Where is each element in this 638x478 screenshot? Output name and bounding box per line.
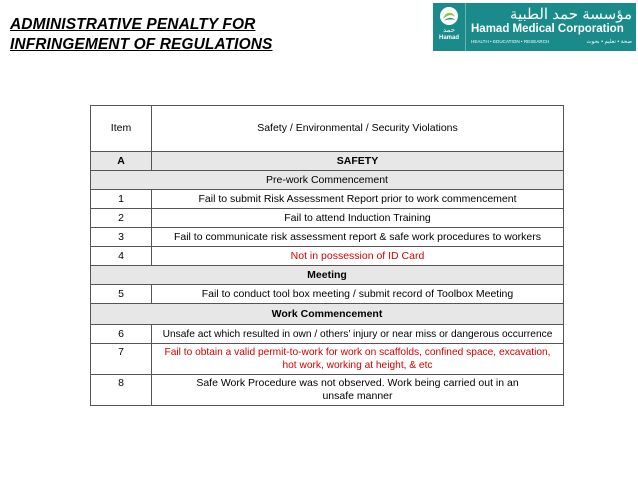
row-number: 6: [91, 325, 152, 344]
row-text: Not in possession of ID Card: [152, 247, 564, 266]
meeting-row: [91, 266, 564, 285]
work-commencement-label: Work Commencement: [91, 304, 564, 325]
row-number: 4: [91, 247, 152, 266]
table-row: [91, 325, 564, 344]
logo-emblem: [433, 3, 466, 51]
row-text: Fail to attend Induction Training: [152, 209, 564, 228]
table-row: [91, 247, 564, 266]
row-text: Fail to communicate risk assessment report & safe work procedures to workers: [152, 228, 564, 247]
table-header-row: [91, 106, 564, 152]
row-number: 1: [91, 190, 152, 209]
row-text: [152, 344, 564, 375]
row-number: 7: [91, 344, 152, 375]
penalty-table: [90, 105, 564, 406]
emblem-english: Hamad: [438, 35, 459, 41]
table-row: [91, 228, 564, 247]
page-title-line-2: INFRINGEMENT OF REGULATIONS: [10, 36, 273, 53]
header-item: Item: [91, 106, 152, 152]
logo-english-name: Hamad Medical Corporation: [471, 23, 624, 35]
header-violations: Safety / Environmental / Security Violations: [152, 106, 564, 152]
hamad-logo: [433, 3, 636, 51]
table-row: [91, 209, 564, 228]
row-number: 3: [91, 228, 152, 247]
section-a-code: A: [91, 152, 152, 171]
table-row: [91, 375, 564, 406]
logo-tagline-en: HEALTH • EDUCATION • RESEARCH: [471, 39, 550, 44]
work-commencement-row: [91, 304, 564, 325]
table-row: [91, 285, 564, 304]
table-row: [91, 190, 564, 209]
row-text-line: hot work, working at height, & etc: [282, 360, 433, 371]
row-number: 2: [91, 209, 152, 228]
row-text-line: Fail to obtain a valid permit-to-work for work on scaffolds, confined space, excavation,: [164, 347, 551, 358]
row-text: Fail to submit Risk Assessment Report prior to work commencement: [152, 190, 564, 209]
page-title-line-1: ADMINISTRATIVE PENALTY FOR: [10, 16, 256, 33]
row-text-line: unsafe manner: [322, 390, 393, 402]
pre-work-row: [91, 171, 564, 190]
logo-text: [466, 3, 636, 51]
logo-tagline: [471, 38, 632, 46]
row-text: Unsafe act which resulted in own / others’ injury or near miss or dangerous occurrence: [152, 325, 564, 344]
table-row: [91, 344, 564, 375]
logo-tagline-ar: صحة • تعليم • بحوث: [586, 39, 632, 45]
emblem-arabic: حمد: [442, 27, 456, 34]
row-number: 5: [91, 285, 152, 304]
section-a-row: [91, 152, 564, 171]
row-text-line: Safe Work Procedure was not observed. Work being carried out in an: [196, 377, 519, 389]
logo-arabic-name: مؤسسة حمد الطبية: [509, 6, 632, 23]
section-a-label: SAFETY: [152, 152, 564, 171]
row-text: [152, 375, 564, 406]
hmc-emblem-icon: [437, 6, 461, 26]
row-text: Fail to conduct tool box meeting / submit record of Toolbox Meeting: [152, 285, 564, 304]
meeting-label: Meeting: [91, 266, 564, 285]
pre-work-label: Pre-work Commencement: [91, 171, 564, 190]
row-number: 8: [91, 375, 152, 406]
page-title: [10, 15, 330, 55]
